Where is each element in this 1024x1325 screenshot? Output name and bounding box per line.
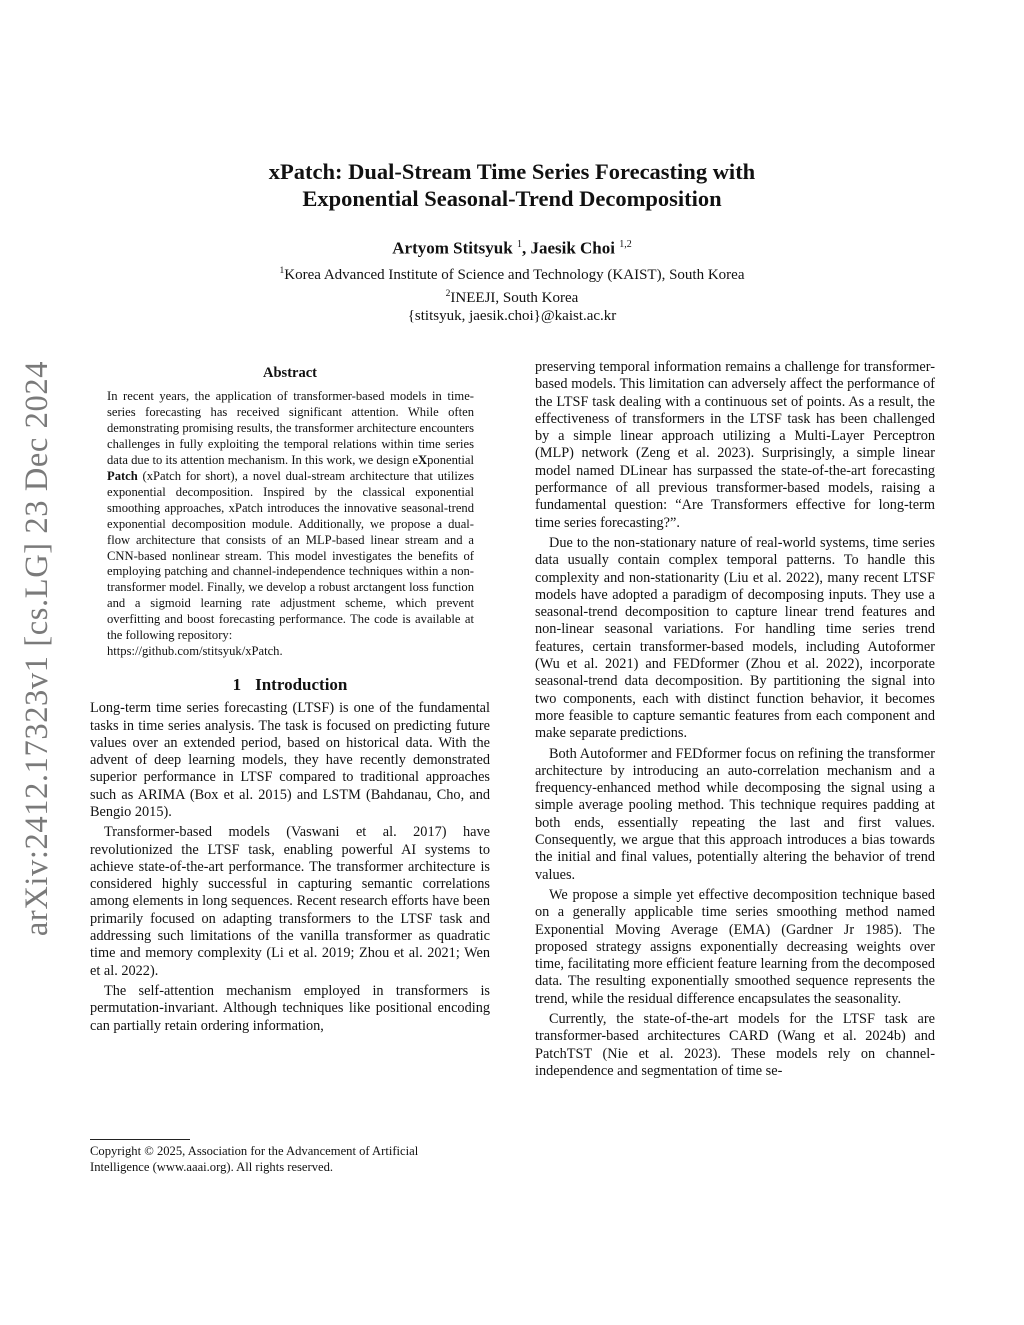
affiliation-text: INEEJI, South Korea	[450, 289, 579, 306]
title-line-2: Exponential Seasonal-Trend Decomposition	[302, 186, 722, 211]
arxiv-side-stamp	[8, 352, 68, 944]
abstract-heading: Abstract	[263, 365, 317, 381]
body-paragraph: Due to the non-stationary nature of real-world systems, time series data usually contain complex temporal patterns. To handle this complexity and non-stationarity (Liu et al. 2022), many recent LTSF models have adopted a paradigm of decomposing inputs. They use a seasonal-trend decomposition to capture linear trend features and non-linear seasonal variations. For handling time series trend features, certain transformer-based models, including Autoformer (Wu et al. 2021) and FEDformer (Zhou et al. 2022), incorporate seasonal-trend data decomposition. By partitioning the signal into two components, each with distinct function behavior, it becomes more feasible to capture semantic features from each component and make separate predictions.	[535, 534, 935, 742]
affiliation-line	[150, 285, 874, 308]
author-affiliation-mark: 1	[516, 239, 522, 250]
abstract-body	[107, 389, 474, 660]
author-name: Jaesik Choi	[530, 238, 615, 258]
section-title: Introduction	[255, 675, 348, 695]
copyright-footnote	[90, 1143, 490, 1175]
body-paragraph: Transformer-based models (Vaswani et al. 2017) have revolutionized the LTSF task, enabling powerful AI systems to achieve state-of-the-art performance. The transformer architecture is considered highly successful in capturing semantic correlations among elements in long sequences. Recent research efforts have been primarily focused on adapting transformers to the LTSF task and addressing such limitations of the vanilla transformer as quadratic time and memory complexity (Li et al. 2019; Zhou et al. 2021; Wen et al. 2022).	[90, 824, 490, 979]
section-number: 1	[232, 675, 242, 695]
footnote-line: Intelligence (www.aaai.org). All rights reserved.	[90, 1160, 334, 1174]
affiliation-mark: 2	[445, 288, 451, 299]
author-emails: {stitsyuk, jaesik.choi}@kaist.ac.kr	[407, 308, 617, 324]
body-paragraph: Both Autoformer and FEDformer focus on refining the transformer architecture by introducing an auto-correlation mechanism and a frequency-enhanced method while decomposing the signal using a simple average pooling method. This technique requires padding at both ends, essentially repeating the last and first values. Consequently, we argue that this approach introduces a bias towards the initial and final values, potentially altering the behavior of trend values.	[535, 745, 935, 883]
affiliation-text: Korea Advanced Institute of Science and Technology (KAIST), South Korea	[284, 267, 745, 283]
body-paragraph: Currently, the state-of-the-art models for the LTSF task are transformer-based architectures CARD (Wang et al. 2024b) and PatchTST (Nie et al. 2023). These models rely on channel-independence and segmentation of time se-	[535, 1010, 935, 1079]
abstract-bold-text: X	[418, 452, 428, 467]
body-paragraph: We propose a simple yet effective decomposition technique based on a generally applicable time series smoothing method named Exponential Moving Average (EMA) (Gardner Jr 1985). The proposed strategy assigns exponentially decreasing weights over time, facilitating more efficient feature learning from the decomposed data. The resulting exponentially smoothed sequence represents the trend, while the residual difference encapsulates the seasonality.	[535, 886, 935, 1007]
paper-title	[150, 158, 874, 212]
abstract-text: In recent years, the application of transformer-based models in time-series forecasting has received significant attention. While often demonstrating promising results, the transformer architecture encounters challenges in fully exploiting the temporal relations within time series data due to its attention mechanism. In this work, we design e	[107, 389, 474, 467]
body-paragraph: The self-attention mechanism employed in transformers is permutation-invariant. Although techniques like positional encoding can partially retain ordering information,	[90, 982, 490, 1034]
section-heading	[90, 675, 490, 695]
author-affiliation-mark: 1,2	[619, 239, 632, 250]
footnote-divider	[90, 1139, 190, 1140]
title-line-1: xPatch: Dual-Stream Time Series Forecasting with	[268, 159, 756, 184]
affiliation-line	[150, 262, 874, 285]
abstract-text: (xPatch for short), a novel dual-stream architecture that utilizes exponential decomposition. Inspired by the classical exponential smoothing approaches, xPatch introduces the innovative seasonal-trend exponential decomposition module. Additionally, we propose a dual-flow architecture that consists of an MLP-based linear stream and a CNN-based nonlinear stream. This model investigates the benefits of employing patching and channel-independence techniques within a non-transformer model. Finally, we develop a robust arctangent loss function and a sigmoid learning rate adjustment scheme, which prevent overfitting and boost forecasting performance. The code is available at the following repository:	[107, 468, 474, 643]
abstract-bold-text: Patch	[107, 468, 138, 483]
author-separator: ,	[521, 238, 531, 258]
repository-link[interactable]: https://github.com/stitsyuk/xPatch.	[107, 644, 283, 659]
left-column	[90, 364, 490, 1038]
affiliations	[150, 262, 874, 326]
affiliation-mark: 1	[279, 266, 285, 276]
author-name: Artyom Stitsyuk	[392, 238, 513, 258]
author-list	[150, 234, 874, 260]
body-paragraph: preserving temporal information remains a challenge for transformer-based models. This limitation can adversely affect the performance of the LTSF task dealing with a continuous set of points. As a result, the effectiveness of transformers in the LTSF task has been challenged by a simple linear approach utilizing a Multi-Layer Perceptron (MLP) network (Zeng et al. 2023). Surprisingly, a simple linear model named DLinear has surpassed the state-of-the-art forecasting performance of all previous transformer-based models, raising a fundamental question: “Are Transformers effective for long-term time series forecasting?”.	[535, 359, 935, 531]
footnote-line: Copyright © 2025, Association for the Advancement of Artificial	[90, 1144, 419, 1158]
arxiv-identifier: arXiv:2412.17323v1 [cs.LG] 23 Dec 2024	[19, 360, 56, 936]
abstract-text: ponential	[427, 452, 474, 467]
right-column	[535, 359, 935, 1083]
body-paragraph: Long-term time series forecasting (LTSF) is one of the fundamental tasks in time series analysis. The task is focused on predicting future values over an extended period, based on historical data. With the advent of deep learning models, they have recently demonstrated superior performance in LTSF compared to traditional approaches such as ARIMA (Box et al. 2015) and LSTM (Bahdanau, Cho, and Bengio 2015).	[90, 700, 490, 820]
